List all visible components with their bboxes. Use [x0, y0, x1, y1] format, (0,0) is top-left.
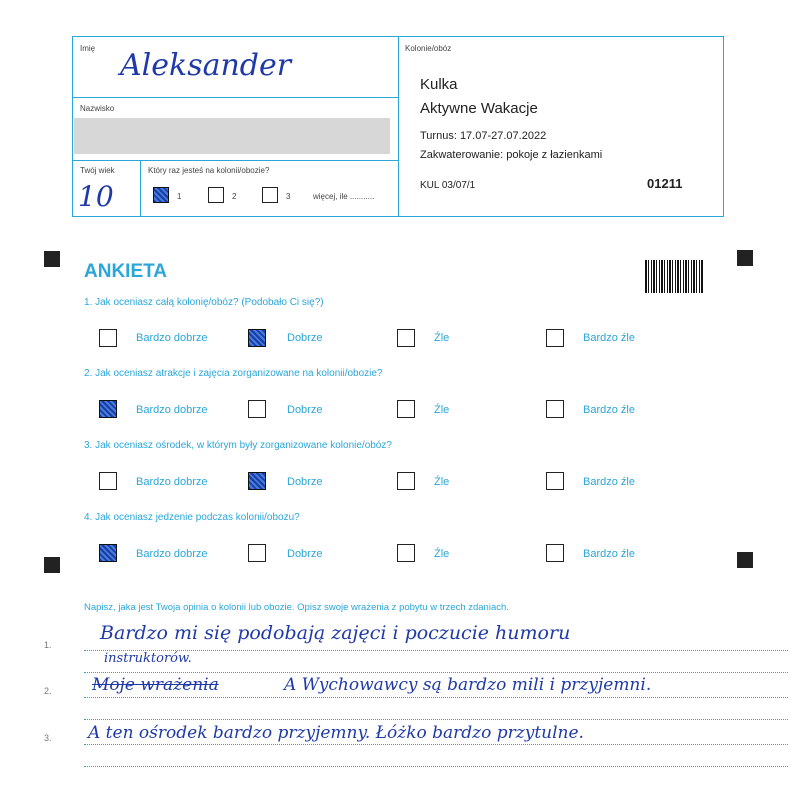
q3-option-label: Bardzo dobrze [136, 476, 208, 488]
q4-option-label: Dobrze [287, 548, 323, 560]
q2-option-label: Źle [434, 404, 450, 416]
header-col-divider [140, 160, 141, 216]
opinion-line-3[interactable]: A ten ośrodek bardzo przyjemny. Łóżko bardzo przytulne. [88, 723, 584, 743]
times-option-2: 2 [232, 192, 237, 201]
first-name-label: Imię [80, 44, 96, 53]
registration-mark [44, 251, 60, 267]
q4-dobrze-checkbox[interactable] [248, 544, 266, 562]
times-checkbox-2[interactable] [208, 187, 224, 203]
q1-option-label: Bardzo dobrze [136, 332, 208, 344]
q3-option-label: Dobrze [287, 476, 323, 488]
q3-option-label: Źle [434, 476, 450, 488]
barcode [645, 260, 703, 293]
question-3: 3. Jak oceniasz ośrodek, w którym były zorganizowane kolonie/obóz? [84, 440, 392, 451]
q1-option-label: Dobrze [287, 332, 323, 344]
answer-line [84, 766, 788, 767]
q1-option-label: Bardzo źle [583, 332, 635, 344]
opinion-line-2-above[interactable]: instruktorów. [104, 651, 192, 666]
opinion-line-2[interactable]: A Wychowawcy są bardzo mili i przyjemni. [284, 675, 652, 695]
times-option-3: 3 [286, 192, 291, 201]
accommodation: Zakwaterowanie: pokoje z łazienkami [420, 149, 603, 161]
age-value[interactable]: 10 [78, 180, 114, 213]
answer-line [84, 672, 788, 673]
form-number: 01211 [647, 176, 683, 191]
q2-dobrze-checkbox[interactable] [248, 400, 266, 418]
q1-dobrze-checkbox[interactable] [248, 329, 266, 347]
opinion-line-1[interactable]: Bardzo mi się podobają zajęci i poczucie humoru [100, 622, 571, 644]
camp-label: Kolonie/obóz [405, 44, 452, 53]
registration-mark [737, 552, 753, 568]
camp-code: KUL 03/07/1 [420, 180, 476, 191]
camp-program: Aktywne Wakacje [420, 100, 538, 117]
line-number-1: 1. [44, 640, 52, 650]
redacted-last-name [74, 118, 390, 154]
q1-zle-checkbox[interactable] [397, 329, 415, 347]
q1-option-label: Źle [434, 332, 450, 344]
line-number-3: 3. [44, 733, 52, 743]
header-row-divider [72, 97, 398, 98]
q4-bardzo-dobrze-checkbox[interactable] [99, 544, 117, 562]
question-1: 1. Jak oceniasz całą kolonię/obóz? (Podobało Ci się?) [84, 297, 324, 308]
q4-option-label: Bardzo dobrze [136, 548, 208, 560]
survey-title: ANKIETA [84, 261, 168, 282]
question-4: 4. Jak oceniasz jedzenie podczas kolonii/obozu? [84, 512, 300, 523]
q3-bardzo-zle-checkbox[interactable] [546, 472, 564, 490]
q3-dobrze-checkbox[interactable] [248, 472, 266, 490]
q2-bardzo-dobrze-checkbox[interactable] [99, 400, 117, 418]
times-checkbox-1[interactable] [153, 187, 169, 203]
times-label: Który raz jesteś na kolonii/obozie? [148, 166, 270, 175]
q4-bardzo-zle-checkbox[interactable] [546, 544, 564, 562]
answer-line [84, 744, 788, 745]
turnus: Turnus: 17.07-27.07.2022 [420, 130, 547, 142]
q3-option-label: Bardzo źle [583, 476, 635, 488]
q2-option-label: Bardzo źle [583, 404, 635, 416]
question-2: 2. Jak oceniasz atrakcje i zajęcia zorganizowane na kolonii/obozie? [84, 368, 383, 379]
q4-option-label: Źle [434, 548, 450, 560]
q1-bardzo-dobrze-checkbox[interactable] [99, 329, 117, 347]
registration-mark [737, 250, 753, 266]
times-option-1: 1 [177, 192, 182, 201]
q2-option-label: Bardzo dobrze [136, 404, 208, 416]
opinion-prompt: Napisz, jaka jest Twoja opinia o kolonii lub obozie. Opisz swoje wrażenia z pobytu w trzech zdaniach. [84, 602, 509, 613]
q2-zle-checkbox[interactable] [397, 400, 415, 418]
q4-zle-checkbox[interactable] [397, 544, 415, 562]
answer-line [84, 719, 788, 720]
q3-bardzo-dobrze-checkbox[interactable] [99, 472, 117, 490]
camp-name: Kulka [420, 76, 458, 93]
registration-mark [44, 557, 60, 573]
age-label: Twój wiek [80, 166, 115, 175]
header-divider [398, 36, 399, 216]
q2-option-label: Dobrze [287, 404, 323, 416]
first-name-value[interactable]: Aleksander [120, 48, 292, 83]
q1-bardzo-zle-checkbox[interactable] [546, 329, 564, 347]
times-checkbox-3[interactable] [262, 187, 278, 203]
last-name-label: Nazwisko [80, 104, 115, 113]
header-row-divider [72, 160, 398, 161]
times-more-label: więcej, ile ........... [313, 192, 375, 201]
q4-option-label: Bardzo źle [583, 548, 635, 560]
q2-bardzo-zle-checkbox[interactable] [546, 400, 564, 418]
line-number-2: 2. [44, 686, 52, 696]
answer-line [84, 697, 788, 698]
opinion-line-2-struck[interactable]: Moje wrażenia [92, 675, 219, 695]
q3-zle-checkbox[interactable] [397, 472, 415, 490]
